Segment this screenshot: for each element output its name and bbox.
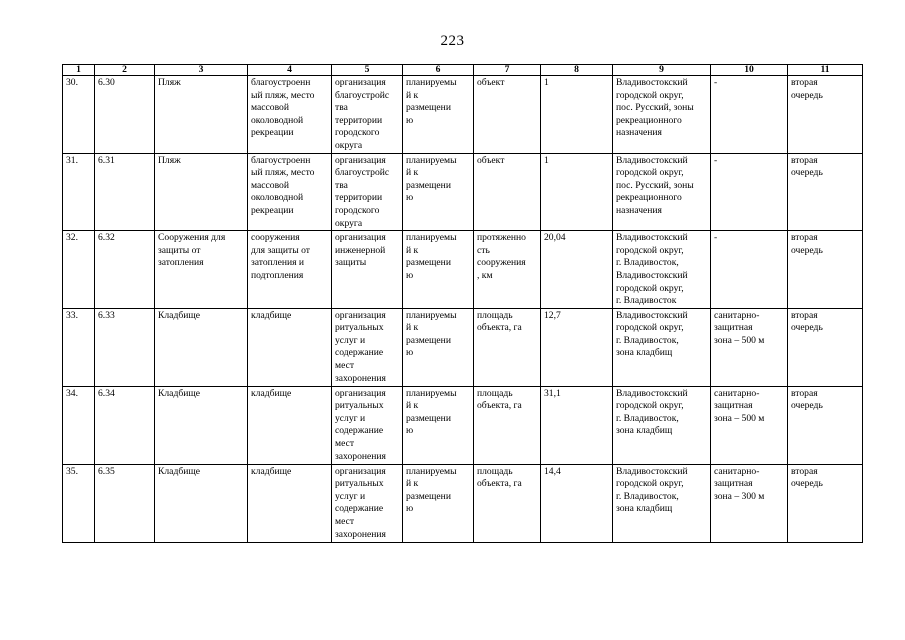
- table-cell: Владивостокский городской округ, пос. Русский, зоны рекреационного назначения: [613, 153, 711, 231]
- table-cell: площадь объекта, га: [474, 464, 541, 542]
- table-cell: вторая очередь: [788, 153, 863, 231]
- table-cell: планируемы й к размещени ю: [403, 464, 474, 542]
- table-cell: вторая очередь: [788, 231, 863, 309]
- table-cell: Владивостокский городской округ, г. Владивосток, зона кладбищ: [613, 386, 711, 464]
- table-cell: Владивостокский городской округ, пос. Русский, зоны рекреационного назначения: [613, 76, 711, 154]
- table-cell: Владивостокский городской округ, г. Владивосток, зона кладбищ: [613, 308, 711, 386]
- column-header: 10: [711, 65, 788, 76]
- table-cell: Владивостокский городской округ, г. Владивосток, зона кладбищ: [613, 464, 711, 542]
- table-cell: благоустроенн ый пляж, место массовой околоводной рекреации: [248, 76, 332, 154]
- table-cell: 35.: [63, 464, 95, 542]
- table-cell: организация ритуальных услуг и содержание мест захоронения: [332, 386, 403, 464]
- table-row: [63, 386, 863, 464]
- header-row: [63, 65, 863, 76]
- table-cell: планируемы й к размещени ю: [403, 386, 474, 464]
- page-number: 223: [440, 33, 465, 49]
- table-cell: 6.31: [95, 153, 155, 231]
- column-header: 4: [248, 65, 332, 76]
- table-row: [63, 153, 863, 231]
- table-cell: санитарно- защитная зона – 500 м: [711, 308, 788, 386]
- table-cell: 1: [541, 153, 613, 231]
- table-cell: планируемы й к размещени ю: [403, 231, 474, 309]
- table-cell: планируемы й к размещени ю: [403, 308, 474, 386]
- table-cell: организация благоустройс тва территории городского округа: [332, 153, 403, 231]
- table-cell: санитарно- защитная зона – 300 м: [711, 464, 788, 542]
- column-header: 1: [63, 65, 95, 76]
- column-header: 7: [474, 65, 541, 76]
- table-cell: объект: [474, 153, 541, 231]
- table-cell: 12,7: [541, 308, 613, 386]
- table-cell: 31,1: [541, 386, 613, 464]
- table-cell: вторая очередь: [788, 464, 863, 542]
- table-cell: кладбище: [248, 308, 332, 386]
- data-table: [62, 64, 863, 543]
- column-header: 8: [541, 65, 613, 76]
- table-cell: сооружения для защиты от затопления и подтопления: [248, 231, 332, 309]
- table-cell: 31.: [63, 153, 95, 231]
- table-cell: 14,4: [541, 464, 613, 542]
- table-cell: Кладбище: [155, 308, 248, 386]
- table-cell: санитарно- защитная зона – 500 м: [711, 386, 788, 464]
- table-cell: -: [711, 76, 788, 154]
- table-cell: -: [711, 231, 788, 309]
- table-row: [63, 308, 863, 386]
- table-cell: Пляж: [155, 153, 248, 231]
- table-cell: вторая очередь: [788, 308, 863, 386]
- table-cell: объект: [474, 76, 541, 154]
- column-header: 11: [788, 65, 863, 76]
- table-cell: организация ритуальных услуг и содержание мест захоронения: [332, 464, 403, 542]
- column-header: 9: [613, 65, 711, 76]
- table-cell: 6.32: [95, 231, 155, 309]
- table-cell: 1: [541, 76, 613, 154]
- table-cell: кладбище: [248, 464, 332, 542]
- column-header: 5: [332, 65, 403, 76]
- table-row: [63, 231, 863, 309]
- table-cell: кладбище: [248, 386, 332, 464]
- table-cell: 33.: [63, 308, 95, 386]
- table-cell: 6.35: [95, 464, 155, 542]
- table-cell: площадь объекта, га: [474, 386, 541, 464]
- table-cell: 6.30: [95, 76, 155, 154]
- table-cell: планируемы й к размещени ю: [403, 76, 474, 154]
- table-cell: организация ритуальных услуг и содержание мест захоронения: [332, 308, 403, 386]
- table-cell: 34.: [63, 386, 95, 464]
- table-cell: протяженно сть сооружения , км: [474, 231, 541, 309]
- table-cell: планируемы й к размещени ю: [403, 153, 474, 231]
- table-cell: Кладбище: [155, 464, 248, 542]
- table-cell: благоустроенн ый пляж, место массовой околоводной рекреации: [248, 153, 332, 231]
- table-cell: 6.34: [95, 386, 155, 464]
- table-cell: 32.: [63, 231, 95, 309]
- table-cell: -: [711, 153, 788, 231]
- table-cell: организация инженерной защиты: [332, 231, 403, 309]
- table-cell: Владивостокский городской округ, г. Владивосток, Владивостокский городской округ, г. Владивосток: [613, 231, 711, 309]
- column-header: 2: [95, 65, 155, 76]
- column-header: 6: [403, 65, 474, 76]
- table-cell: 6.33: [95, 308, 155, 386]
- table-cell: вторая очередь: [788, 386, 863, 464]
- table-cell: Сооружения для защиты от затопления: [155, 231, 248, 309]
- table-cell: вторая очередь: [788, 76, 863, 154]
- table-cell: Пляж: [155, 76, 248, 154]
- table-row: [63, 76, 863, 154]
- table-cell: площадь объекта, га: [474, 308, 541, 386]
- table-cell: организация благоустройс тва территории городского округа: [332, 76, 403, 154]
- table-row: [63, 464, 863, 542]
- table-cell: Кладбище: [155, 386, 248, 464]
- column-header: 3: [155, 65, 248, 76]
- table-cell: 20,04: [541, 231, 613, 309]
- table-cell: 30.: [63, 76, 95, 154]
